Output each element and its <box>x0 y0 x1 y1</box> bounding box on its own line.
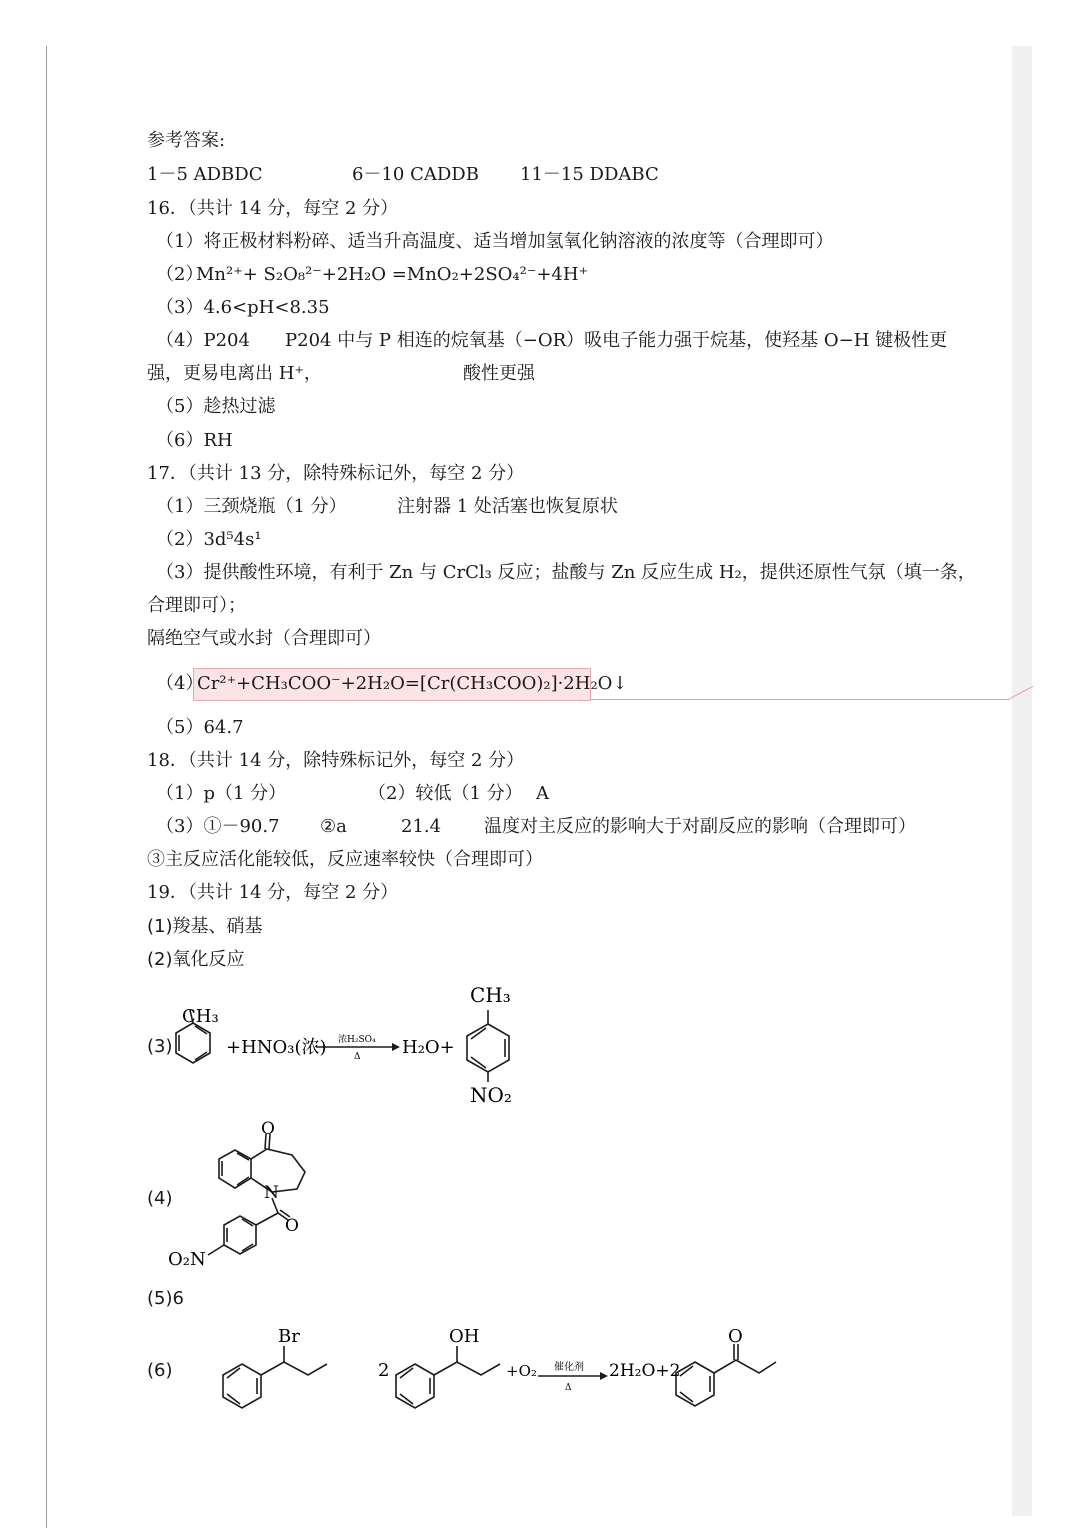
page-edge-strip <box>1012 46 1032 1516</box>
oh-label: OH <box>449 1326 480 1347</box>
q16-answer-2-label: （2） <box>156 264 204 285</box>
q18-answer-2: （2）较低（1 分） <box>368 783 523 804</box>
q17-answer-1b: 注射器 1 处活塞也恢复原状 <box>397 496 618 517</box>
delta-condition-1: Δ <box>354 1052 361 1062</box>
q19-answer-5: (5)6 <box>147 1288 184 1309</box>
ketone-oxygen-2: O <box>728 1326 743 1347</box>
q16-answer-2-formula: Mn²⁺+ S₂O₈²⁻+2H₂O =MnO₂+2SO₄²⁻+4H⁺ <box>196 264 589 285</box>
q16-answer-6: （6）RH <box>156 430 233 451</box>
q16-answer-1: （1）将正极材料粉碎、适当升高温度、适当增加氢氧化钠溶液的浓度等（合理即可） <box>156 231 834 252</box>
q17-answer-1: （1）三颈烧瓶（1 分） <box>156 496 347 517</box>
q17-answer-4-formula: Cr²⁺+CH₃COO⁻+2H₂O=[Cr(CH₃COO)₂]·2H₂O↓ <box>197 673 628 694</box>
q19-answer-3-label: (3) <box>147 1036 173 1057</box>
o2n-label: O₂N <box>168 1249 206 1270</box>
mc-11-15: 11－15 DDABC <box>520 164 659 185</box>
q18-answer-3c: 21.4 <box>401 816 442 837</box>
no2-label: NO₂ <box>470 1083 512 1107</box>
q18-answer-3b: ②a <box>320 816 347 837</box>
q16-answer-3: （3）4.6<pH<8.35 <box>156 297 330 318</box>
q18-answer-3d: 温度对主反应的影响大于对副反应的影响（合理即可） <box>484 816 916 837</box>
q19-answer-1: (1)羧基、硝基 <box>147 916 263 937</box>
q19-header: 19．（共计 14 分，每空 2 分） <box>147 882 399 903</box>
q16-answer-5: （5）趁热过滤 <box>156 396 276 417</box>
benzazepinone-structure <box>160 1114 320 1274</box>
q18-answer-3e: ③主反应活化能较低，反应速率较快（合理即可） <box>147 849 543 870</box>
ketone-oxygen: O <box>261 1119 275 1139</box>
q18-answer-2b: A <box>536 783 549 804</box>
answer-title: 参考答案: <box>147 130 226 151</box>
q18-header: 18．（共计 14 分，除特殊标记外，每空 2 分） <box>147 750 525 771</box>
page-margin-rule <box>46 46 47 1528</box>
q19-answer-6-label: (6) <box>147 1360 173 1381</box>
h2o-product: H₂O+ <box>402 1037 455 1058</box>
ch3-label-product: CH₃ <box>470 983 511 1007</box>
q16-answer-4-label: （4）P204 <box>156 330 250 351</box>
mc-6-10: 6－10 CADDB <box>352 164 479 185</box>
q18-answer-1: （1）p（1 分） <box>156 783 287 804</box>
catalyst-condition: 催化剂 <box>554 1362 584 1373</box>
q16-header: 16．（共计 14 分，每空 2 分） <box>147 198 399 219</box>
delta-condition-2: Δ <box>565 1383 572 1393</box>
alcohol-oxidation-reaction <box>210 1320 810 1420</box>
q17-answer-3-cont: 合理即可）； <box>147 595 246 616</box>
q17-answer-3: （3）提供酸性环境，有利于 Zn 与 CrCl₃ 反应；盐酸与 Zn 反应生成 H₂，提供还原性气氛（填一条， <box>156 562 976 583</box>
ch3-label: CH₃ <box>182 1006 219 1027</box>
q16-answer-4-cont: 强，更易电离出 H⁺， <box>147 363 322 384</box>
q17-answer-3b: 隔绝空气或水封（合理即可） <box>147 628 381 649</box>
nitration-reaction <box>160 980 530 1110</box>
q18-answer-3-label: （3）①－90.7 <box>156 816 280 837</box>
q17-answer-4-label: （4） <box>156 673 204 694</box>
mc-1-5: 1－5 ADBDC <box>147 164 263 185</box>
toluene-ring <box>176 1023 210 1063</box>
q17-header: 17．（共计 13 分，除特殊标记外，每空 2 分） <box>147 463 525 484</box>
h2o-product-2: 2H₂O+2 <box>609 1361 681 1381</box>
q19-answer-2: (2)氧化反应 <box>147 949 245 970</box>
q17-answer-2: （2）3d⁵4s¹ <box>156 529 262 550</box>
q16-answer-4-text: P204 中与 P 相连的烷氧基（−OR）吸电子能力强于烷基，使羟基 O−H 键极性更 <box>285 330 948 351</box>
comment-leader-line <box>590 699 1010 700</box>
br-label: Br <box>278 1326 300 1347</box>
o2-reagent: +O₂ <box>506 1362 537 1380</box>
hno3-reagent: +HNO₃(浓) <box>226 1037 327 1058</box>
q16-answer-4-cont2: 酸性更强 <box>463 363 535 384</box>
q17-answer-5: （5）64.7 <box>156 717 244 738</box>
nitrotoluene-ring <box>467 1024 509 1072</box>
amide-oxygen: O <box>285 1216 299 1236</box>
coef-2: 2 <box>378 1360 390 1381</box>
q19-answer-4-label: (4) <box>147 1188 173 1209</box>
h2so4-condition: 浓H₂SO₄ <box>338 1035 376 1045</box>
nitrogen-label: N <box>264 1183 279 1203</box>
